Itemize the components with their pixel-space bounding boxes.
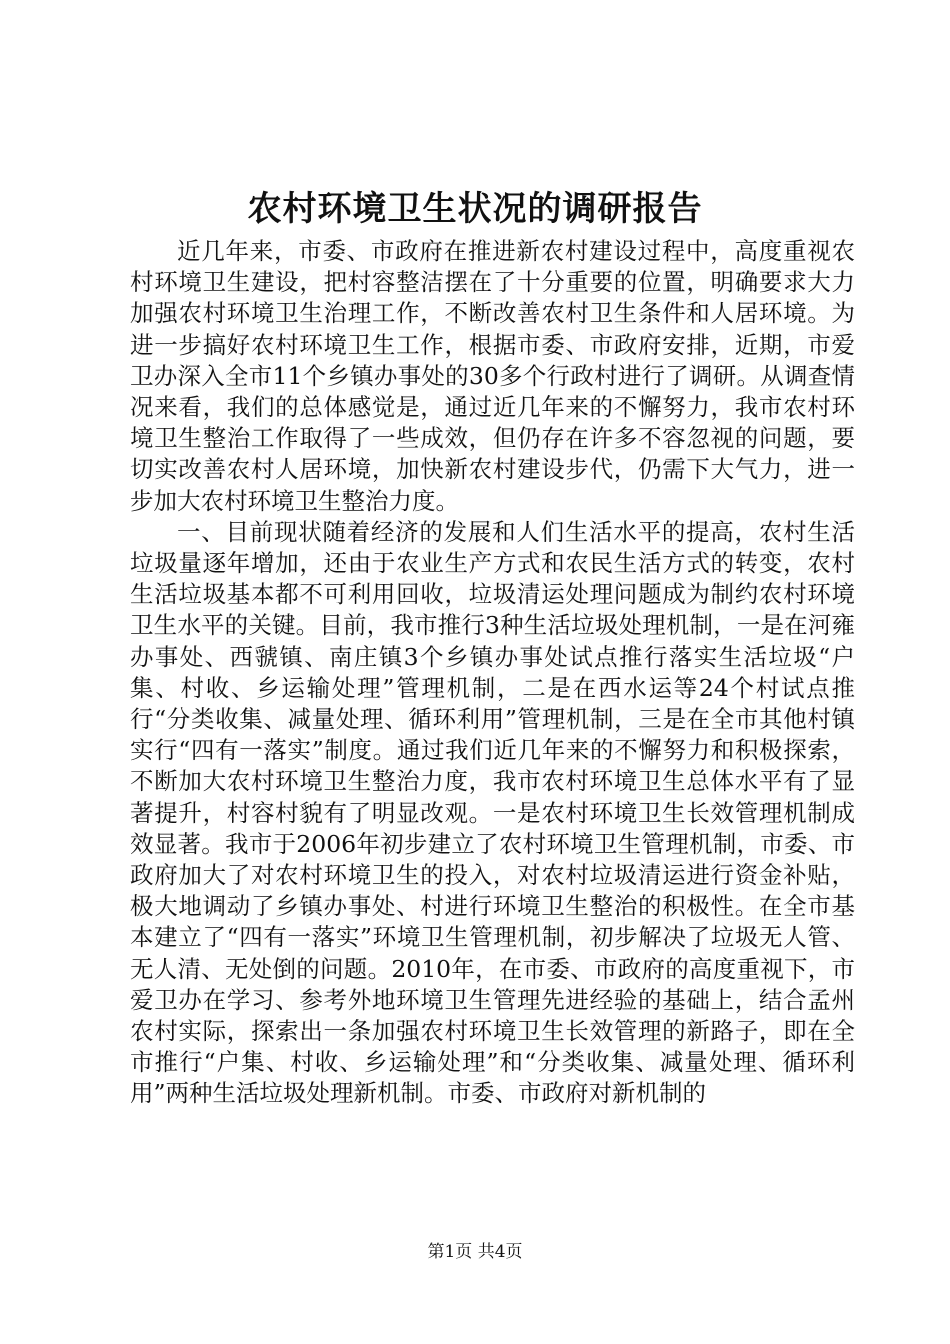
document-title: 农村环境卫生状况的调研报告: [247, 189, 703, 229]
page-footer: 第1页 共4页: [427, 1242, 523, 1262]
paragraph-intro: 近几年来，市委、市政府在推进新农村建设过程中，高度重视农村环境卫生建设，把村容整洁摆在了十分重要的位置，明确要求大力加强农村环境卫生治理工作，不断改善农村卫生条件和人居环境。为进一步搞好农村环境卫生工作，根据市委、市政府安排，近期，市爱卫办深入全市11个乡镇办事处的30多个行政村进行了调研。从调查情况来看，我们的总体感觉是，通过近几年来的不懈努力，我市农村环境卫生整治工作取得了一些成效，但仍存在许多不容忽视的问题，要切实改善农村人居环境，加快新农村建设步代，仍需下大气力，进一步加大农村环境卫生整治力度。: [130, 237, 855, 515]
paragraph-current-status: 一、目前现状随着经济的发展和人们生活水平的提高，农村生活垃圾量逐年增加，还由于农业生产方式和农民生活方式的转变，农村生活垃圾基本都不可利用回收，垃圾清运处理问题成为制约农村环境卫生水平的关键。目前，我市推行3种生活垃圾处理机制，一是在河雍办事处、西虢镇、南庄镇3个乡镇办事处试点推行落实生活垃圾“户集、村收、乡运输处理”管理机制，二是在西水运等24个村试点推行“分类收集、减量处理、循环利用”管理机制，三是在全市其他村镇实行“四有一落实”制度。通过我们近几年来的不懈努力和积极探索，不断加大农村环境卫生整治力度，我市农村环境卫生总体水平有了显著提升，村容村貌有了明显改观。一是农村环境卫生长效管理机制成效显著。我市于2006年初步建立了农村环境卫生管理机制，市委、市政府加大了对农村环境卫生的投入，对农村垃圾清运进行资金补贴，极大地调动了乡镇办事处、村进行环境卫生整治的积极性。在全市基本建立了“四有一落实”环境卫生管理机制，初步解决了垃圾无人管、无人清、无处倒的问题。2010年，在市委、市政府的高度重视下，市爱卫办在学习、参考外地环境卫生管理先进经验的基础上，结合孟州农村实际，探索出一条加强农村环境卫生长效管理的新路子，即在全市推行“户集、村收、乡运输处理”和“分类收集、减量处理、循环利用”两种生活垃圾处理新机制。市委、市政府对新机制的: [130, 517, 855, 1108]
document-body: [130, 236, 855, 1110]
